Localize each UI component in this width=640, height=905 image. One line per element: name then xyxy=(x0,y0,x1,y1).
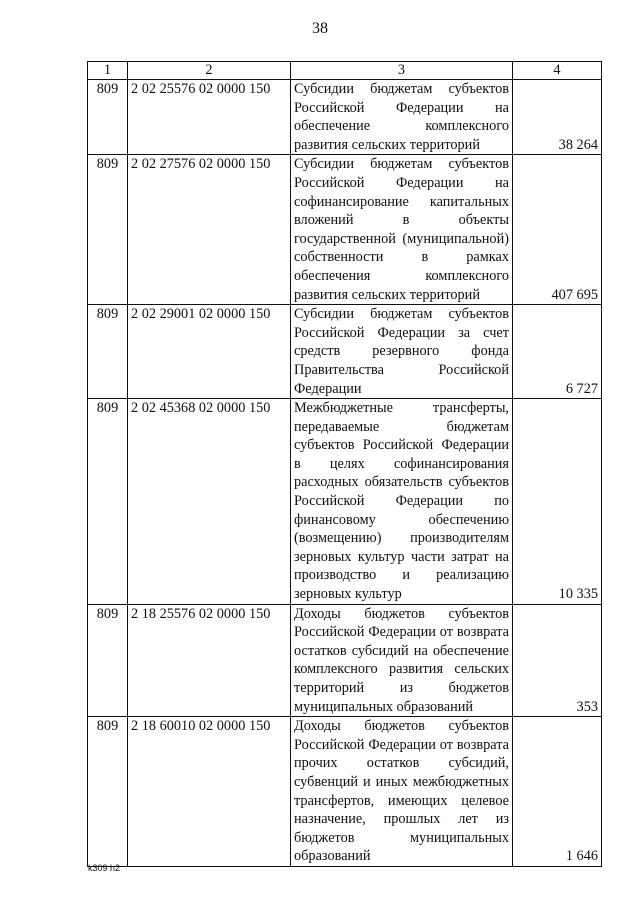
admin-code-cell: 809 xyxy=(88,155,128,305)
table-row xyxy=(88,717,602,867)
amount-cell: 353 xyxy=(513,604,602,717)
budget-code-cell: 2 02 27576 02 0000 150 xyxy=(128,155,291,305)
revenue-name-cell: Межбюджетные трансферты, передаваемые бюджетам субъектов Российской Федерации в целях софинансирования расходных обязательств субъектов Российской Федерации по финансовому обеспечению (возмещению) производителям зерновых культур части затрат на производство и реализацию зерновых культур xyxy=(291,399,513,605)
table-row xyxy=(88,399,602,605)
amount-cell: 38 264 xyxy=(513,80,602,155)
page-number: 38 xyxy=(312,20,328,37)
table-row xyxy=(88,155,602,305)
amount-cell: 6 727 xyxy=(513,305,602,399)
amount-cell: 407 695 xyxy=(513,155,602,305)
revenue-name-cell: Субсидии бюджетам субъектов Российской Федерации на софинансирование капитальных вложений в объекты государственной (муниципальной) собственности в рамках обеспечения комплексного развития сельских территорий xyxy=(291,155,513,305)
budget-code-cell: 2 02 25576 02 0000 150 xyxy=(128,80,291,155)
revenue-table xyxy=(87,61,602,867)
table-row xyxy=(88,604,602,717)
document-footer-code: k309 h2 xyxy=(88,863,121,873)
revenue-name-cell: Доходы бюджетов субъектов Российской Федерации от возврата остатков субсидий на обеспечение комплексного развития сельских территорий из бюджетов муниципальных образований xyxy=(291,604,513,717)
admin-code-cell: 809 xyxy=(88,717,128,867)
budget-code-cell: 2 18 60010 02 0000 150 xyxy=(128,717,291,867)
revenue-name-cell: Субсидии бюджетам субъектов Российской Федерации за счет средств резервного фонда Правительства Российской Федерации xyxy=(291,305,513,399)
table-header-row xyxy=(88,62,602,80)
table-row xyxy=(88,305,602,399)
amount-cell: 1 646 xyxy=(513,717,602,867)
admin-code-cell: 809 xyxy=(88,305,128,399)
table-row xyxy=(88,80,602,155)
admin-code-cell: 809 xyxy=(88,604,128,717)
budget-code-cell: 2 18 25576 02 0000 150 xyxy=(128,604,291,717)
revenue-name-cell: Субсидии бюджетам субъектов Российской Федерации на обеспечение комплексного развития сельских территорий xyxy=(291,80,513,155)
column-header-revenue-name: 3 xyxy=(291,62,513,80)
admin-code-cell: 809 xyxy=(88,80,128,155)
column-header-admin-code: 1 xyxy=(88,62,128,80)
admin-code-cell: 809 xyxy=(88,399,128,605)
column-header-amount: 4 xyxy=(513,62,602,80)
budget-code-cell: 2 02 29001 02 0000 150 xyxy=(128,305,291,399)
column-header-budget-code: 2 xyxy=(128,62,291,80)
budget-code-cell: 2 02 45368 02 0000 150 xyxy=(128,399,291,605)
amount-cell: 10 335 xyxy=(513,399,602,605)
revenue-name-cell: Доходы бюджетов субъектов Российской Федерации от возврата прочих остатков субсидий, субвенций и иных межбюджетных трансфертов, имеющих целевое назначение, прошлых лет из бюджетов муниципальных образований xyxy=(291,717,513,867)
